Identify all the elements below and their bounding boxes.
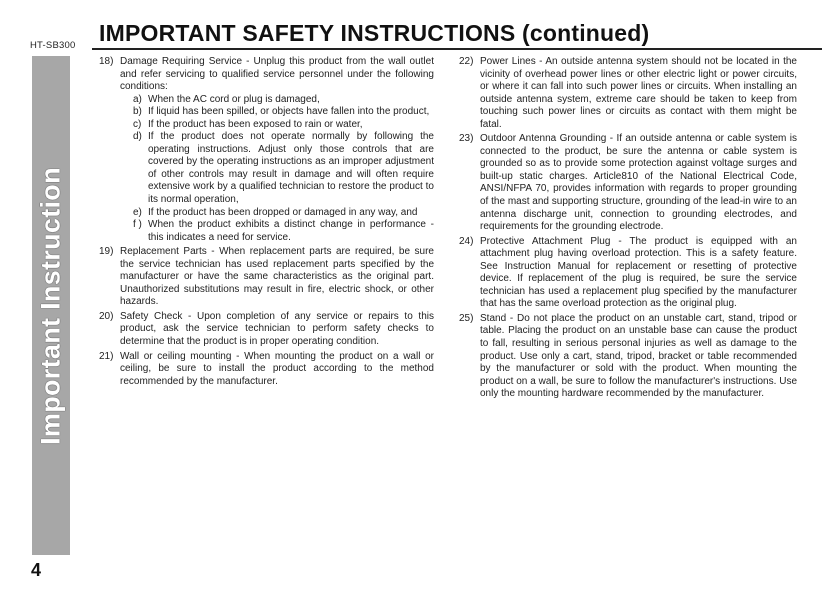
item-number: 19) <box>99 246 114 258</box>
item-number: 20) <box>99 310 114 322</box>
instruction-item-21 <box>99 351 434 389</box>
sub-item-d <box>133 131 434 206</box>
sub-item-text: If the product has been exposed to rain or water, <box>148 118 363 130</box>
sub-item-letter: e) <box>133 206 142 218</box>
item-number: 24) <box>459 235 474 247</box>
item-number: 21) <box>99 350 114 362</box>
instruction-item-25 <box>459 313 797 401</box>
sub-item-c <box>133 119 434 132</box>
instruction-item-23 <box>459 133 797 233</box>
item-body <box>120 56 434 94</box>
page-title: IMPORTANT SAFETY INSTRUCTIONS (continued) <box>99 20 650 46</box>
item-text: Replacement Parts - When replacement parts are required, be sure the service technician has used replacement parts specified by the manufacturer or have the same characteristics as the original part. Unauthorized substitutions may result in fire, electric shock, or other hazards. <box>120 246 434 308</box>
title-divider <box>92 48 822 50</box>
item-number: 23) <box>459 133 474 145</box>
sub-item-text: If the product has been dropped or damaged in any way, and <box>148 206 418 218</box>
sub-item-text: When the AC cord or plug is damaged, <box>148 93 320 105</box>
sub-item-a <box>133 94 434 107</box>
sub-item-e <box>133 207 434 220</box>
sub-item-text: If the product does not operate normally by following the operating instructions. Adjust only those controls that are covered by the operating instructions as an improper adjustment of other controls may result in damage and will often require extensive work by a qualified technician to restore the product to its normal operation, <box>148 131 434 206</box>
sub-item-b <box>133 106 434 119</box>
sub-item-letter: c) <box>133 118 142 130</box>
page-number: 4 <box>31 560 42 580</box>
sub-item-letter: f ) <box>133 219 142 231</box>
sidebar-label: Important Instruction <box>35 166 66 445</box>
model-number: HT-SB300 <box>30 40 76 51</box>
sub-item-text: When the product exhibits a distinct change in performance - this indicates a need for service. <box>148 219 434 243</box>
instruction-item-24 <box>459 236 797 311</box>
item-text: Power Lines - An outside antenna system should not be located in the vicinity of overhead power lines or other electric light or power circuits, or where it can fall into such power lines or circuits. When installing an outside antenna system, extreme care should be taken to keep from touching such power lines or circuits as contact with them might be fatal. <box>480 56 797 130</box>
item-number: 25) <box>459 312 474 324</box>
instruction-item-22 <box>459 56 797 131</box>
item-text: Wall or ceiling mounting - When mounting the product on a wall or ceiling, be sure to install the product according to the method recommended by the manufacturer. <box>120 350 434 387</box>
sub-item-text: If liquid has been spilled, or objects have fallen into the product, <box>148 106 430 118</box>
item-number: 22) <box>459 56 474 67</box>
sub-item-letter: a) <box>133 93 142 105</box>
item-number: 18) <box>99 56 114 67</box>
right-column <box>459 56 797 401</box>
section-sidebar <box>32 56 70 555</box>
instruction-item-18 <box>99 56 434 94</box>
item-text: Stand - Do not place the product on an unstable cart, stand, tripod or table. Placing the product on an unstable base can cause the product to fall, resulting in serious personal injuries as well as damage to the product. Use only a cart, stand, tripod, bracket or table recommended by the manufacturer or sold with the product. When mounting the product on a wall, be sure to follow the manufacturer's instructions. Use only the mounting hardware recommended by the manufacturer. <box>480 312 797 400</box>
sub-item-f <box>133 219 434 244</box>
sub-item-letter: b) <box>133 106 142 118</box>
left-column <box>99 56 434 388</box>
sub-item-letter: d) <box>133 131 142 143</box>
instruction-item-20 <box>99 311 434 349</box>
item-text: Damage Requiring Service - Unplug this product from the wall outlet and refer servicing to qualified service personnel under the following conditions: <box>120 56 434 93</box>
item-text: Outdoor Antenna Grounding - If an outside antenna or cable system is connected to the product, be sure the antenna or cable system is grounded so as to provide some protection against voltage surges and built-up static charges. Article810 of the National Electrical Code, ANSI/NFPA 70, provides information with regards to proper grounding of the mast and supporting structure, grounding of the lead-in wire to an antenna discharge unit, connection to grounding electrodes, and requirements for the grounding electrode. <box>480 133 797 233</box>
instruction-item-19 <box>99 246 434 309</box>
item-text: Protective Attachment Plug - The product is equipped with an attachment plug having overload protection. This is a safety feature. See Instruction Manual for replacement or resetting of protective device. If replacement of the plug is required, be sure the service technician has used a replacement plug specified by the manufacturer that has the same overload protection as the original plug. <box>480 235 797 310</box>
item-text: Safety Check - Upon completion of any service or repairs to this product, ask the service technician to perform safety checks to determine that the product is in proper operating condition. <box>120 310 434 348</box>
